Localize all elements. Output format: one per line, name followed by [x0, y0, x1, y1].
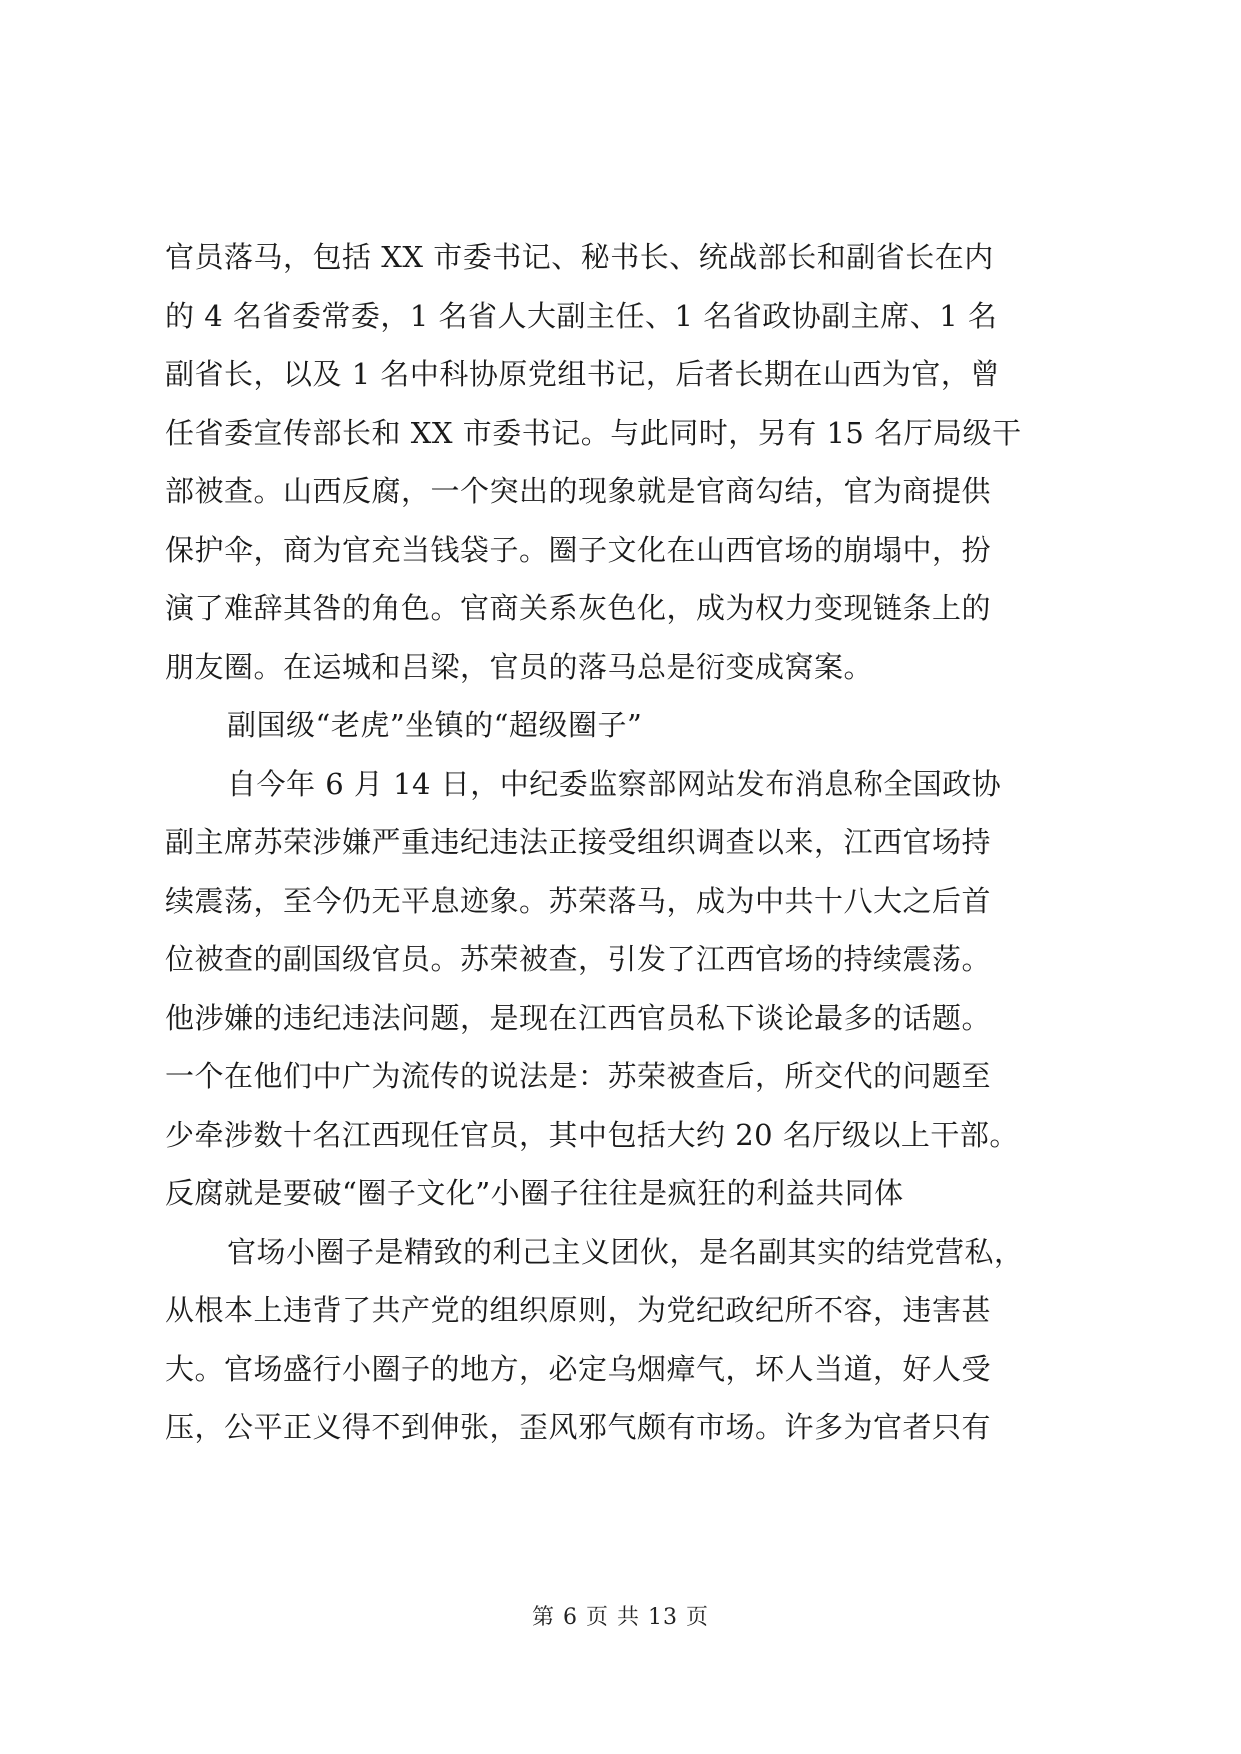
text-line: 他涉嫌的违纪违法问题，是现在江西官员私下谈论最多的话题。	[165, 1000, 992, 1035]
text-line: 任省委宣传部长和 XX 市委书记。与此同时，另有 15 名厅局级干	[165, 415, 1022, 450]
text-line: 朋友圈。在运城和吕梁，官员的落马总是衍变成窝案。	[165, 649, 874, 684]
text-line: 保护伞，商为官充当钱袋子。圈子文化在山西官场的崩塌中，扮	[165, 532, 992, 567]
text-line: 大。官场盛行小圈子的地方，必定乌烟瘴气，坏人当道，好人受	[165, 1351, 992, 1386]
text-line: 的 4 名省委常委，1 名省人大副主任、1 名省政协副主席、1 名	[165, 298, 998, 333]
body-text	[165, 228, 1085, 1457]
text-line: 一个在他们中广为流传的说法是：苏荣被查后，所交代的问题至	[165, 1059, 992, 1093]
text-line: 官员落马，包括 XX 市委书记、秘书长、统战部长和副省长在内	[165, 240, 994, 274]
text-line: 少牵涉数十名江西现任官员，其中包括大约 20 名厅级以上干部。	[165, 1117, 1019, 1152]
text-line: 自今年 6 月 14 日，中纪委监察部网站发布消息称全国政协	[227, 766, 1002, 801]
text-line: 反腐就是要破“圈子文化”小圈子往往是疯狂的利益共同体	[165, 1176, 904, 1210]
page-number-footer: 第 6 页 共 13 页	[532, 1605, 709, 1630]
text-line: 副省长，以及 1 名中科协原党组书记，后者长期在山西为官，曾	[165, 357, 1000, 391]
text-line: 压，公平正义得不到伸张，歪风邪气颇有市场。许多为官者只有	[165, 1410, 992, 1444]
text-line: 续震荡，至今仍无平息迹象。苏荣落马，成为中共十八大之后首	[165, 883, 992, 918]
text-line: 从根本上违背了共产党的组织原则，为党纪政纪所不容，违害甚	[165, 1293, 992, 1327]
text-line: 部被查。山西反腐，一个突出的现象就是官商勾结，官为商提供	[165, 474, 992, 508]
text-line: 演了难辞其咎的角色。官商关系灰色化，成为权力变现链条上的	[165, 591, 992, 625]
section-heading: 副国级“老虎”坐镇的“超级圈子”	[227, 708, 643, 742]
text-line: 位被查的副国级官员。苏荣被查，引发了江西官场的持续震荡。	[165, 942, 992, 976]
text-line: 官场小圈子是精致的利己主义团伙，是名副其实的结党营私，	[227, 1234, 1024, 1269]
text-line: 副主席苏荣涉嫌严重违纪违法正接受组织调查以来，江西官场持	[165, 825, 992, 859]
